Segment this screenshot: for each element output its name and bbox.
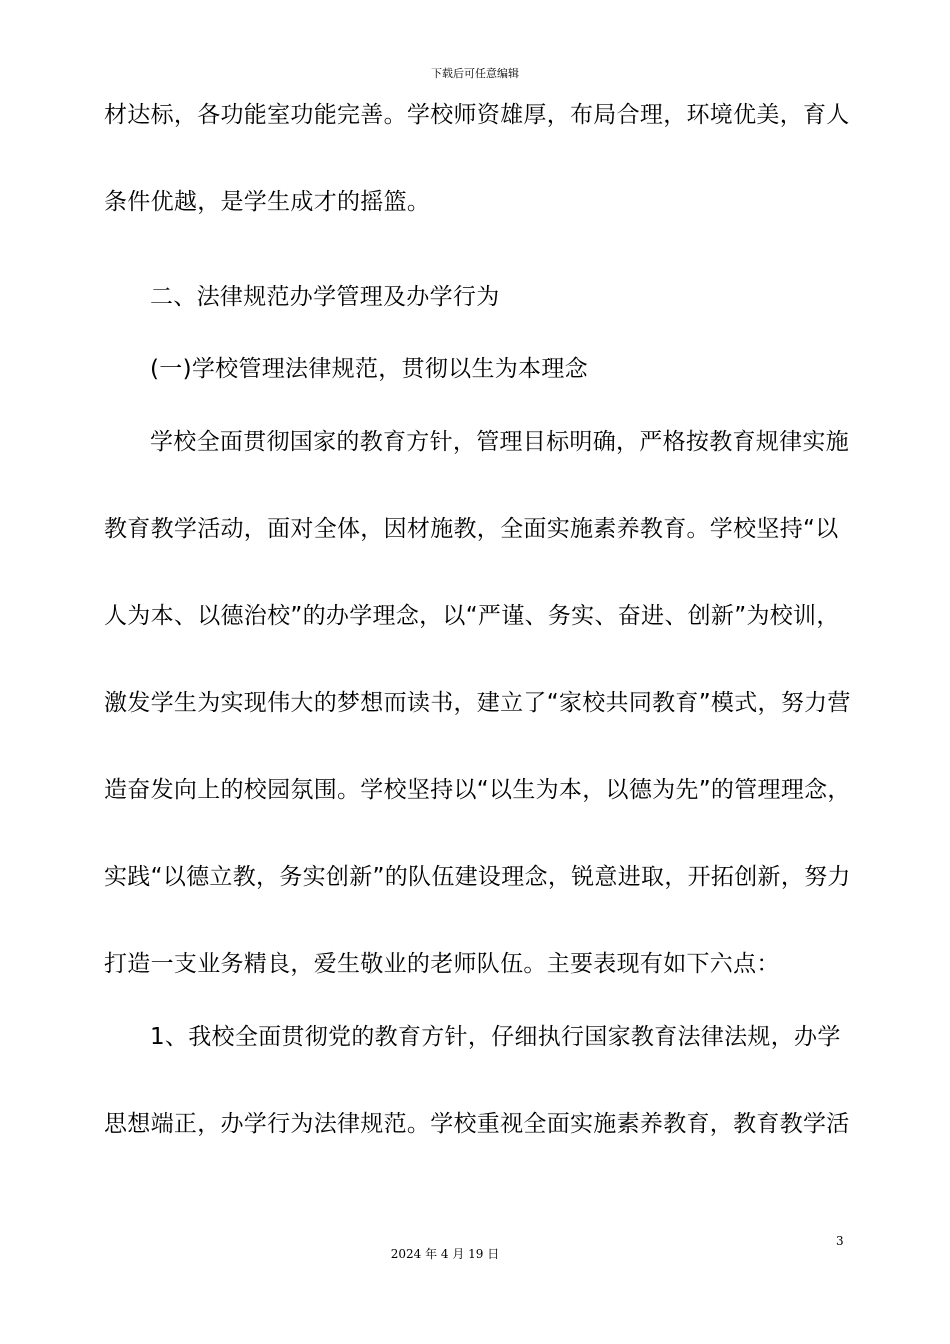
paragraph-line: 激发学生为实现伟大的梦想而读书，建立了“家校共同教育”模式，努力营 <box>104 690 851 716</box>
paragraph-line: 打造一支业务精良，爱生敬业的老师队伍。主要表现有如下六点： <box>104 951 780 977</box>
page-number: 3 <box>836 1234 844 1248</box>
paragraph-line: 思想端正，办学行为法律规范。学校重视全面实施素养教育，教育教学活 <box>104 1111 850 1137</box>
subsection-heading: (一)学校管理法律规范，贯彻以生为本理念 <box>150 356 588 382</box>
list-item-line: 1、我校全面贯彻党的教育方针，仔细执行国家教育法律法规，办学 <box>150 1024 841 1050</box>
paragraph-line: 实践“以德立教，务实创新”的队伍建设理念，锐意进取，开拓创新，努力 <box>104 864 851 890</box>
header-note: 下载后可任意编辑 <box>431 67 519 80</box>
paragraph-line: 材达标，各功能室功能完善。学校师资雄厚，布局合理，环境优美，育人 <box>104 102 850 128</box>
paragraph-line: 教育教学活动，面对全体，因材施教，全面实施素养教育。学校坚持“以 <box>104 516 839 542</box>
paragraph-line: 学校全面贯彻国家的教育方针，管理目标明确，严格按教育规律实施 <box>150 429 849 455</box>
paragraph-line: 人为本、以德治校”的办学理念，以“严谨、务实、奋进、创新”为校训， <box>104 603 840 629</box>
paragraph-line: 条件优越，是学生成才的摇篮。 <box>104 189 431 215</box>
paragraph-line: 造奋发向上的校园氛围。学校坚持以“以生为本，以德为先”的管理理念， <box>104 777 851 803</box>
section-heading: 二、法律规范办学管理及办学行为 <box>150 284 500 310</box>
footer-date: 2024 年 4 月 19 日 <box>390 1247 500 1261</box>
